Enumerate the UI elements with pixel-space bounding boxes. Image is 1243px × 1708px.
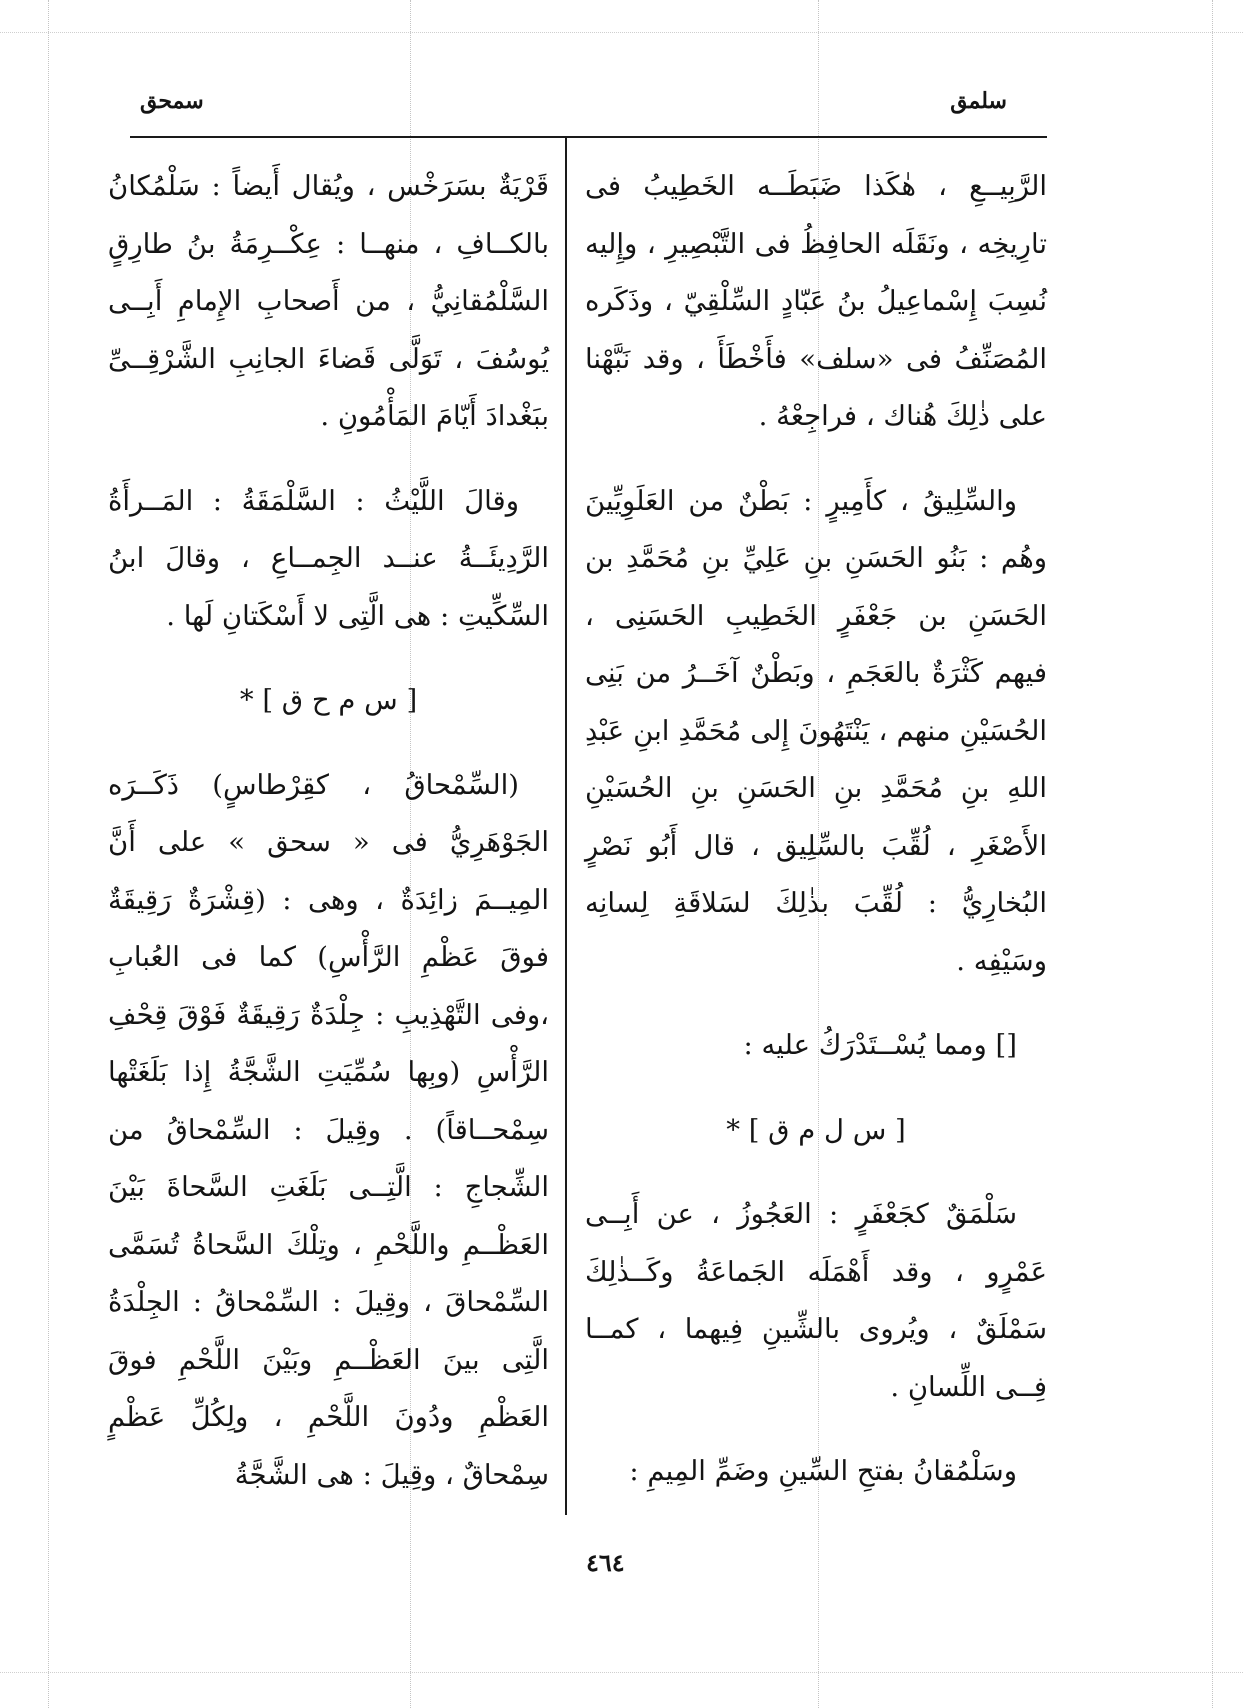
header-rule [130, 136, 1047, 138]
running-head-left: سمحق [140, 88, 204, 114]
scan-guide-line [1212, 0, 1213, 1708]
root-heading: [ س ل م ق ] * [726, 1113, 906, 1146]
left-column [108, 158, 549, 1504]
right-column [585, 158, 1047, 1501]
entry-paragraph: (السِّمْحاقُ ، كقِرْطاسٍ) ذَكَــرَه الجَوْهَرِيُّ فى « سحق » على أَنَّ المِيــمَ زائِدَةٌ ، وهى : (قِشْرَةٌ رَقِيقَةٌ فوقَ عَظْمِ الرَّأْسِ) كما فى العُبابِ ،وفى التَّهْذِيبِ : جِلْدَةٌ رَقِيقَةٌ فَوْقَ قِحْفِ الرَّأْسِ (وبِها سُمِّيَتِ الشَّجَّةُ إِذا بَلَغَتْها سِمْحــاقاً) . وقِيلَ : السِّمْحاقُ من الشِّجاجِ : الَّتِــى بَلَغَتِ السَّحاةَ بَيْنَ العَظْــمِ واللَّحْمِ ، وتِلْكَ السَّحاةُ تُسَمَّى السِّمْحاقَ ، وقِيلَ : السِّمْحاقُ : الجِلْدَةُ الَّتِى بينَ العَظْــمِ وبَيْنَ اللَّحْمِ فوقَ العَظْمِ ودُونَ اللَّحْمِ ، ولِكُلِّ عَظْمٍ سِمْحاقٌ ، وقِيلَ : هى الشَّجَّةُ [108, 768, 549, 1491]
scan-guide-line [48, 0, 49, 1708]
page-number: ٤٦٤ [586, 1548, 625, 1577]
entry-paragraph: والسِّلِيقُ ، كأَمِيرٍ : بَطْنٌ من العَلَوِيِّينَ وهُم : بَنُو الحَسَنِ بنِ عَلِيِّ بنِ مُحَمَّدِ بن الحَسَنِ بن جَعْفَرٍ الخَطِيبِ الحَسَنِى ، فيهم كَثْرَةٌ بالعَجَمِ ، وبَطْنٌ آخَــرُ من بَنِى الحُسَيْنِ منهم ، يَنْتَهُونَ إِلى مُحَمَّدِ ابنِ عَبْدِ اللهِ بنِ مُحَمَّدِ بنِ الحَسَنِ بنِ الحُسَيْنِ الأَصْغَرِ ، لُقِّبَ بالسِّلِيق ، قال أَبُو نَصْرٍ البُخارِيُّ : لُقِّبَ بذٰلِكَ لسَلاقَةِ لِسانِه وسَيْفِه . [585, 484, 1047, 977]
column-divider [565, 137, 567, 1515]
entry-paragraph: سَلْمَقٌ كجَعْفَرٍ : العَجُوزُ ، عن أَبِــى عَمْرٍو ، وقد أَهْمَلَه الجَماعَةُ وكَــذٰلِكَ سَمْلَقٌ ، ويُروى بالشِّينِ فِيهما ، كمــا فِــى اللِّسانِ . [585, 1198, 1047, 1403]
root-heading: [ س م ح ق ] * [239, 684, 418, 716]
scan-guide-line [0, 1672, 1243, 1673]
entry-paragraph: قَرْيَةٌ بسَرَخْس ، ويُقال أَيضاً : سَلْمُكانُ بالكــافِ ، منهــا : عِكْــرِمَةُ بنُ طارِقٍ السَّلْمُقانِيُّ ، من أَصحابِ الإِمامِ أَبِــى يُوسُفَ ، تَوَلَّى قَضاءَ الجانِبِ الشَّرْقِــىِّ ببَغْدادَ أَيّامَ المَأْمُونِ . [108, 170, 549, 432]
running-head-right: سلمق [950, 88, 1007, 114]
addendum-note: [] ومما يُسْــتَدْرَكُ عليه : [743, 1029, 1017, 1061]
scan-guide-line [0, 32, 1243, 33]
entry-paragraph: وسَلْمُقانُ بفتحِ السِّينِ وضَمِّ المِيمِ : [629, 1455, 1017, 1487]
entry-paragraph: وقالَ اللَّيْثُ : السَّلْمَقَةُ : المَــرأَةُ الرَّدِيئَــةُ عنــد الجِمــاعِ ، وقالَ ابنُ السِّكِّيتِ : هى الَّتِى لا أَسْكَتانِ لَها . [108, 484, 549, 632]
entry-paragraph: الرَّبِيــعِ ، هٰكَذا ضَبَطَــه الخَطِيبُ فى تارِيخِه ، ونَقَلَه الحافِظُ فى التَّبْصِيرِ ، وإِليه نُسِبَ إِسْماعِيلُ بنُ عَبّادٍ السِّلْقِيّ ، وذَكَره المُصَنِّفُ فى «سلف» فأَخْطَأَ ، وقد نَبَّهْنا على ذٰلِكَ هُناك ، فراجِعْهُ . [585, 170, 1047, 432]
